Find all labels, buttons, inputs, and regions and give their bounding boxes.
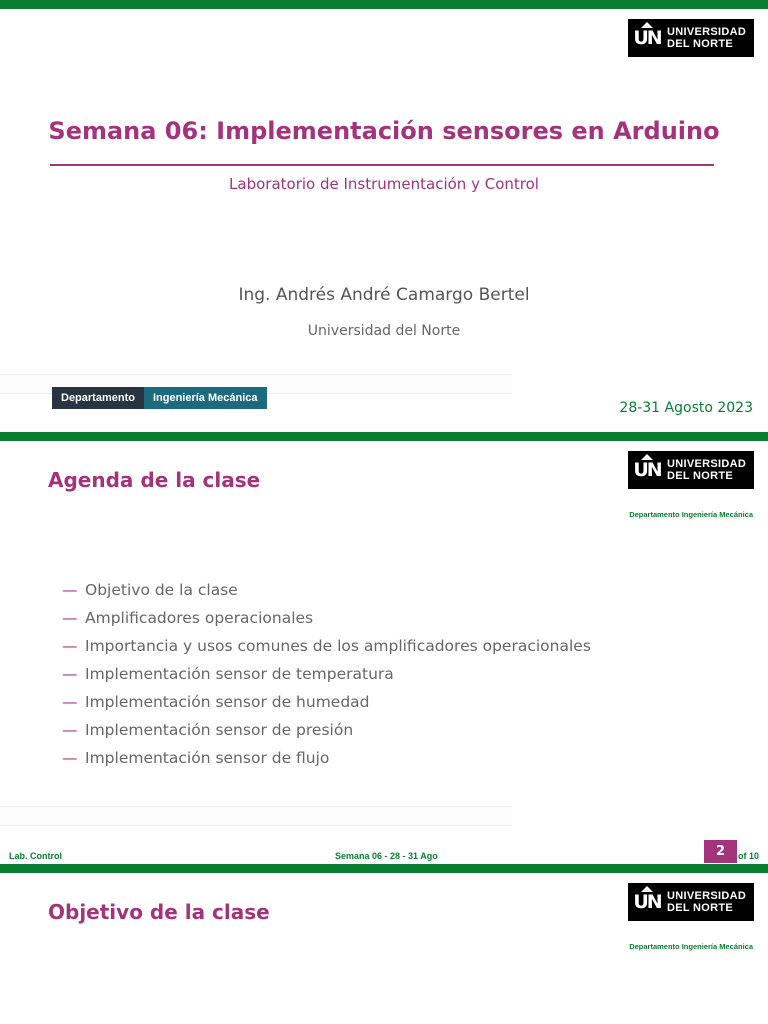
page-number: 2 bbox=[704, 840, 737, 863]
dash-bullet-icon: — bbox=[62, 609, 78, 627]
department-caption: Departamento Ingeniería Mecánica bbox=[629, 510, 753, 519]
presentation-title: Semana 06: Implementación sensores en Arduino bbox=[48, 117, 720, 145]
dash-bullet-icon: — bbox=[62, 665, 78, 683]
slide-title-text: Agenda de la clase bbox=[48, 468, 261, 492]
dash-bullet-icon: — bbox=[62, 637, 78, 655]
top-bar bbox=[0, 432, 768, 441]
list-item: — Implementación sensor de flujo bbox=[62, 747, 591, 775]
author-name: Ing. Andrés André Camargo Bertel bbox=[238, 285, 530, 305]
slide-title bbox=[0, 0, 768, 432]
title-divider bbox=[50, 164, 714, 166]
un-logo-icon: UN bbox=[632, 887, 662, 917]
logo-line-2: DEL NORTE bbox=[667, 470, 734, 482]
university-logo bbox=[628, 19, 754, 57]
agenda-list bbox=[62, 579, 591, 775]
list-item: — Implementación sensor de presión bbox=[62, 719, 591, 747]
list-item: — Objetivo de la clase bbox=[62, 579, 591, 607]
list-item: — Implementación sensor de temperatura bbox=[62, 663, 591, 691]
list-item: — Amplificadores operacionales bbox=[62, 607, 591, 635]
slide-footer bbox=[0, 845, 768, 865]
top-bar bbox=[0, 864, 768, 873]
top-bar bbox=[0, 0, 768, 9]
dash-bullet-icon: — bbox=[62, 693, 78, 711]
slide-objective bbox=[0, 864, 768, 1024]
department-caption: Departamento Ingeniería Mecánica bbox=[629, 942, 753, 951]
department-name: Ingeniería Mecánica bbox=[144, 387, 267, 409]
university-logo bbox=[628, 451, 754, 489]
un-logo-icon: UN bbox=[632, 23, 662, 53]
department-badge bbox=[52, 387, 267, 409]
footer-ghost-bar bbox=[0, 806, 512, 826]
university-logo bbox=[628, 883, 754, 921]
un-logo-icon: UN bbox=[632, 455, 662, 485]
logo-line-1: UNIVERSIDAD bbox=[667, 26, 747, 38]
logo-line-1: UNIVERSIDAD bbox=[667, 890, 747, 902]
dash-bullet-icon: — bbox=[62, 581, 78, 599]
department-label: Departamento bbox=[52, 387, 144, 409]
logo-line-1: UNIVERSIDAD bbox=[667, 458, 747, 470]
logo-line-2: DEL NORTE bbox=[667, 902, 734, 914]
logo-line-2: DEL NORTE bbox=[667, 38, 734, 50]
dash-bullet-icon: — bbox=[62, 721, 78, 739]
presentation-subtitle: Laboratorio de Instrumentación y Control bbox=[229, 175, 539, 193]
footer-week: Semana 06 - 28 - 31 Ago bbox=[335, 851, 438, 861]
slide-title-text: Objetivo de la clase bbox=[48, 900, 270, 924]
footer-course: Lab. Control bbox=[9, 851, 62, 861]
dash-bullet-icon: — bbox=[62, 749, 78, 767]
page-total: of 10 bbox=[738, 851, 760, 861]
list-item: — Implementación sensor de humedad bbox=[62, 691, 591, 719]
presentation-date: 28-31 Agosto 2023 bbox=[619, 400, 753, 416]
institution-name: Universidad del Norte bbox=[307, 323, 461, 339]
list-item: — Importancia y usos comunes de los amplificadores operacionales bbox=[62, 635, 591, 663]
